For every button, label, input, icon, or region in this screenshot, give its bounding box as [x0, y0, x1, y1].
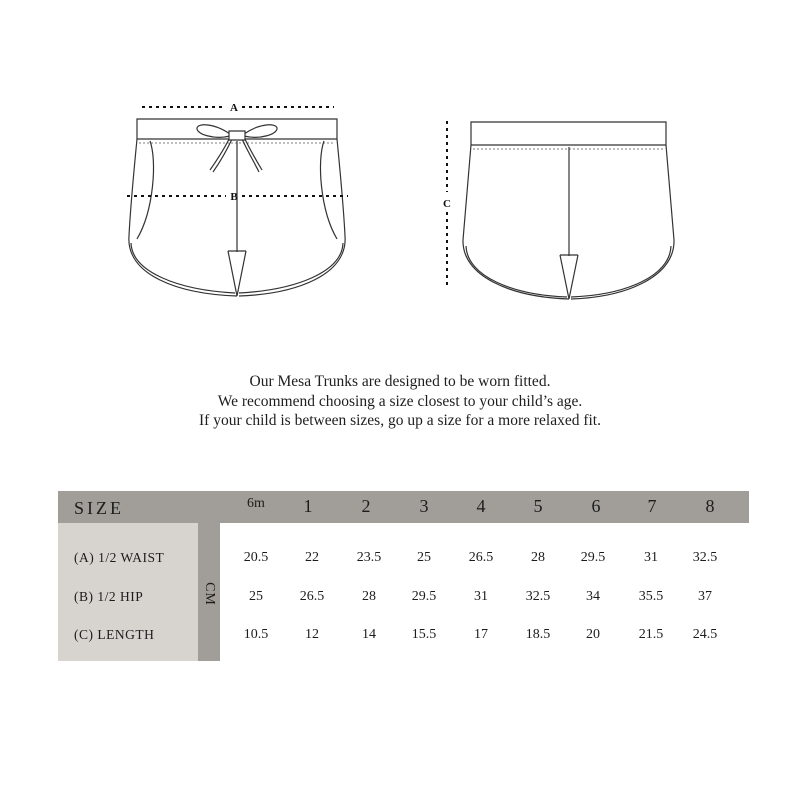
- table-cell: 32.5: [692, 550, 718, 565]
- size-col-header: 3: [419, 496, 429, 516]
- table-cell: 10.5: [243, 627, 269, 642]
- table-cell: 25: [417, 550, 431, 565]
- front-trunks-illustration: [129, 119, 345, 297]
- table-cell: 29.5: [580, 550, 606, 565]
- table-cell: 26.5: [299, 589, 325, 604]
- table-cell: 29.5: [411, 589, 437, 604]
- size-col-header: 6m: [247, 496, 265, 511]
- table-cell: 28: [362, 589, 376, 604]
- label-c: C: [443, 198, 451, 210]
- fit-description: [0, 372, 800, 431]
- table-cell: 17: [474, 627, 488, 642]
- size-col-header: 4: [476, 496, 486, 516]
- size-col-header: 2: [361, 496, 371, 516]
- unit-label: CM: [202, 582, 217, 606]
- row-label-waist: (A) 1/2 WAIST: [74, 550, 165, 565]
- back-trunks-illustration: [463, 122, 674, 299]
- size-col-header: 8: [705, 496, 715, 516]
- fit-line-3: If your child is between sizes, go up a size for a more relaxed fit.: [199, 412, 601, 429]
- table-cell: 23.5: [356, 550, 382, 565]
- table-cell: 20.5: [243, 550, 269, 565]
- size-chart-table: [58, 491, 749, 661]
- label-b: B: [230, 191, 238, 203]
- table-cell: 18.5: [525, 627, 551, 642]
- size-col-header: 6: [591, 496, 601, 516]
- table-cell: 32.5: [525, 589, 551, 604]
- fit-line-2: We recommend choosing a size closest to your child’s age.: [217, 392, 583, 410]
- row-label-length: (C) LENGTH: [74, 627, 155, 642]
- table-cell: 22: [305, 550, 319, 565]
- label-a: A: [230, 102, 238, 114]
- table-cell: 25: [249, 589, 263, 604]
- trunks-diagram: [0, 0, 800, 360]
- table-cell: 20: [586, 627, 600, 642]
- table-cell: 35.5: [638, 589, 664, 604]
- table-cell: 21.5: [638, 627, 664, 642]
- fit-line-1: Our Mesa Trunks are designed to be worn fitted.: [249, 373, 551, 390]
- size-header-row: [58, 491, 749, 523]
- table-cell: 26.5: [468, 550, 494, 565]
- table-cell: 12: [305, 627, 319, 642]
- table-cell: 31: [644, 550, 658, 565]
- size-col-header: 1: [303, 496, 313, 516]
- size-col-header: 5: [533, 496, 543, 516]
- row-label-hip: (B) 1/2 HIP: [74, 589, 144, 604]
- table-cell: 37: [698, 589, 712, 604]
- table-cell: 28: [531, 550, 545, 565]
- table-cell: 14: [362, 627, 376, 642]
- table-cell: 24.5: [692, 627, 718, 642]
- table-cell: 15.5: [411, 627, 437, 642]
- table-cell: 34: [586, 589, 600, 604]
- table-cell: 31: [474, 589, 488, 604]
- size-col-header: 7: [647, 496, 657, 516]
- size-header-title: SIZE: [74, 498, 124, 518]
